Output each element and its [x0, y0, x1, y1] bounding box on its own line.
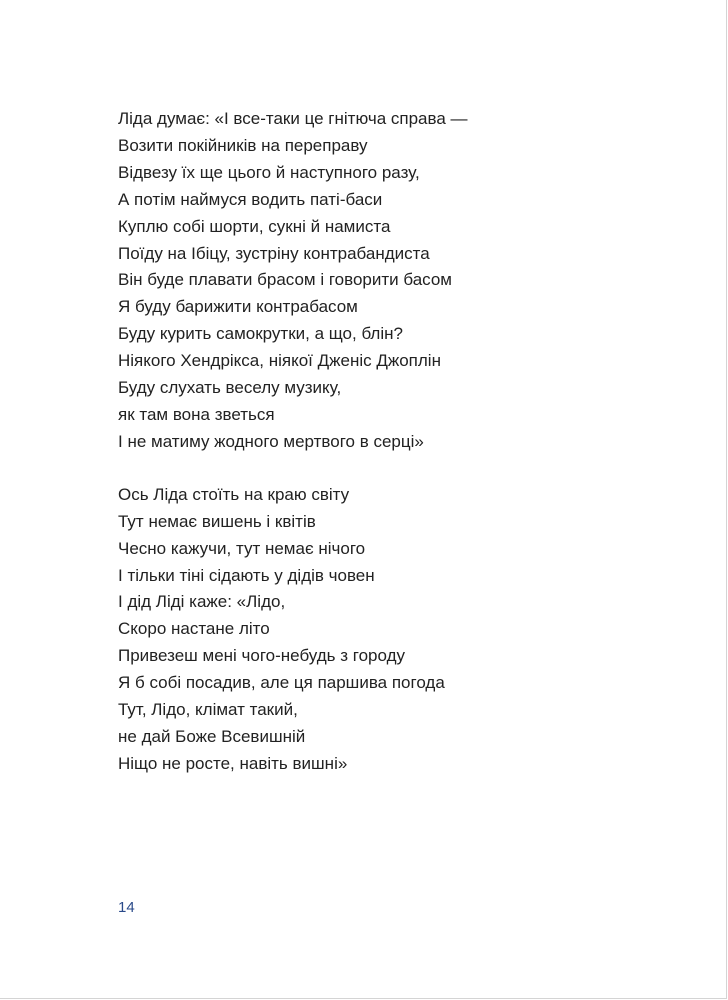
poem-line: І тільки тіні сідають у дідів човен	[118, 565, 375, 585]
poem-line: І дід Ліді каже: «Лідо,	[118, 592, 286, 612]
stanza-1	[118, 106, 638, 456]
poem-line: Тут немає вишень і квітів	[118, 511, 316, 531]
poem-line: Я б собі посадив, але ця паршива погода	[118, 673, 445, 693]
poem-line: Скоро настане літо	[118, 619, 270, 639]
poem-line: Відвезу їх ще цього й наступного разу,	[118, 162, 420, 182]
poem-line: Буду курить самокрутки, а що, блін?	[118, 324, 403, 344]
poem-line: Ніякого Хендрікса, ніякої Дженіс Джоплін	[118, 351, 441, 371]
poem-line: Привезеш мені чого-небудь з городу	[118, 646, 405, 666]
poem-line: Я буду барижити контрабасом	[118, 297, 358, 317]
poem-line: Ліда думає: «І все-таки це гнітюча справа —	[118, 109, 468, 128]
poem-line: не дай Боже Всевишній	[118, 726, 306, 746]
stanza-2	[118, 482, 638, 778]
poem-text	[118, 106, 638, 778]
page-number: 14	[118, 899, 135, 916]
poem-line: Куплю собі шорти, сукні й намиста	[118, 216, 391, 236]
poem-line: Чесно кажучи, тут немає нічого	[118, 538, 366, 558]
poem-line: як там вона зветься	[118, 404, 275, 424]
poem-line: Він буде плавати брасом і говорити басом	[118, 270, 452, 290]
poem-line: Тут, Лідо, клімат такий,	[118, 700, 298, 720]
poem-line: Возити покійників на переправу	[118, 135, 368, 155]
poem-line: Поїду на Ібіцу, зустріну контрабандиста	[118, 243, 430, 263]
poem-line: А потім наймуся водить паті-баси	[118, 189, 383, 209]
poem-line: Ось Ліда стоїть на краю світу	[118, 484, 350, 504]
poem-line: Ніщо не росте, навіть вишні»	[118, 753, 348, 773]
poem-line: І не матиму жодного мертвого в серці»	[118, 431, 424, 451]
poem-line: Буду слухать веселу музику,	[118, 378, 342, 398]
